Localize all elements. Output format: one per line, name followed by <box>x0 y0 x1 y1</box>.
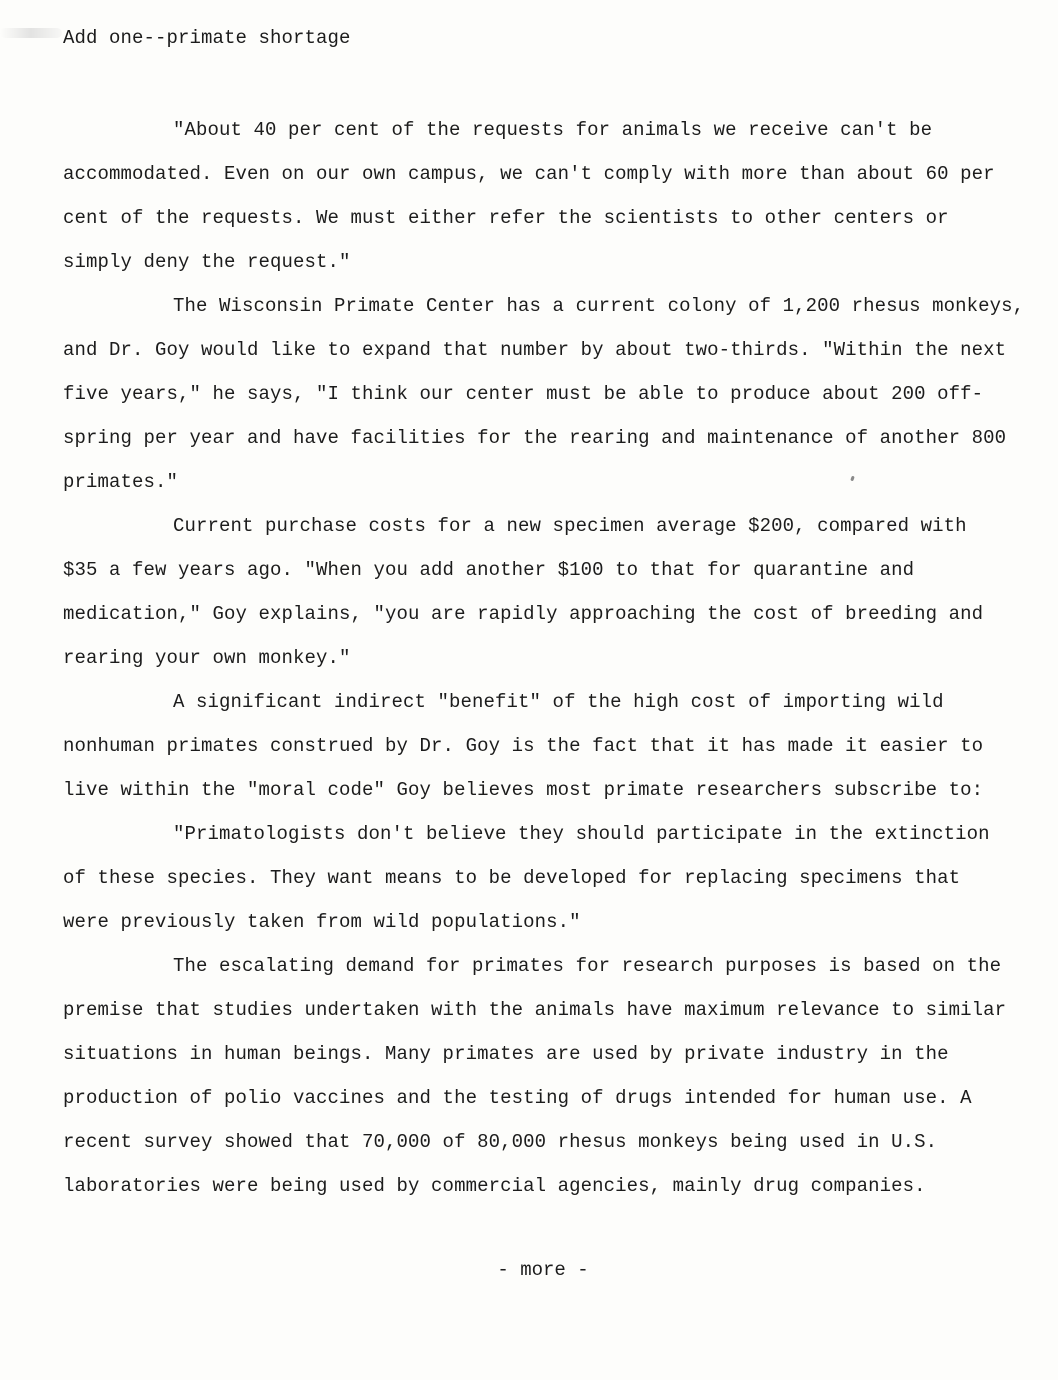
body-line: live within the "moral code" Goy believes most primate researchers subscribe to: <box>63 779 984 801</box>
body-line: nonhuman primates construed by Dr. Goy is the fact that it has made it easier to <box>63 735 984 757</box>
body-line: rearing your own monkey." <box>63 647 351 669</box>
body-line: situations in human beings. Many primates are used by private industry in the <box>63 1043 949 1065</box>
body-line: spring per year and have facilities for the rearing and maintenance of another 800 <box>63 427 1007 449</box>
body-line: "About 40 per cent of the requests for animals we receive can't be <box>173 119 933 141</box>
paper-edge-mark <box>0 28 62 38</box>
body-line: laboratories were being used by commercial agencies, mainly drug companies. <box>63 1175 926 1197</box>
body-line: cent of the requests. We must either refer the scientists to other centers or <box>63 207 949 229</box>
body-line: Current purchase costs for a new specimen average $200, compared with <box>173 515 967 537</box>
continuation-marker: - more - <box>497 1259 589 1281</box>
body-line: of these species. They want means to be developed for replacing specimens that <box>63 867 961 889</box>
body-line: simply deny the request." <box>63 251 351 273</box>
body-line: $35 a few years ago. "When you add another $100 to that for quarantine and <box>63 559 915 581</box>
body-line: five years," he says, "I think our center must be able to produce about 200 off- <box>63 383 984 405</box>
press-release-body <box>63 108 1025 1208</box>
body-line: were previously taken from wild populations." <box>63 911 581 933</box>
body-line: premise that studies undertaken with the animals have maximum relevance to similar <box>63 999 1007 1021</box>
body-line: accommodated. Even on our own campus, we can't comply with more than about 60 per <box>63 163 995 185</box>
body-line: recent survey showed that 70,000 of 80,000 rhesus monkeys being used in U.S. <box>63 1131 938 1153</box>
body-line: "Primatologists don't believe they should participate in the extinction <box>173 823 990 845</box>
body-line: The escalating demand for primates for research purposes is based on the <box>173 955 1002 977</box>
body-line: The Wisconsin Primate Center has a current colony of 1,200 rhesus monkeys, <box>173 295 1025 317</box>
body-line: and Dr. Goy would like to expand that number by about two-thirds. "Within the next <box>63 339 1007 361</box>
body-line: primates." <box>63 471 179 493</box>
body-line: A significant indirect "benefit" of the high cost of importing wild <box>173 691 944 713</box>
body-line: production of polio vaccines and the testing of drugs intended for human use. A <box>63 1087 972 1109</box>
body-line: medication," Goy explains, "you are rapidly approaching the cost of breeding and <box>63 603 984 625</box>
page-slug-header: Add one--primate shortage <box>63 27 351 49</box>
